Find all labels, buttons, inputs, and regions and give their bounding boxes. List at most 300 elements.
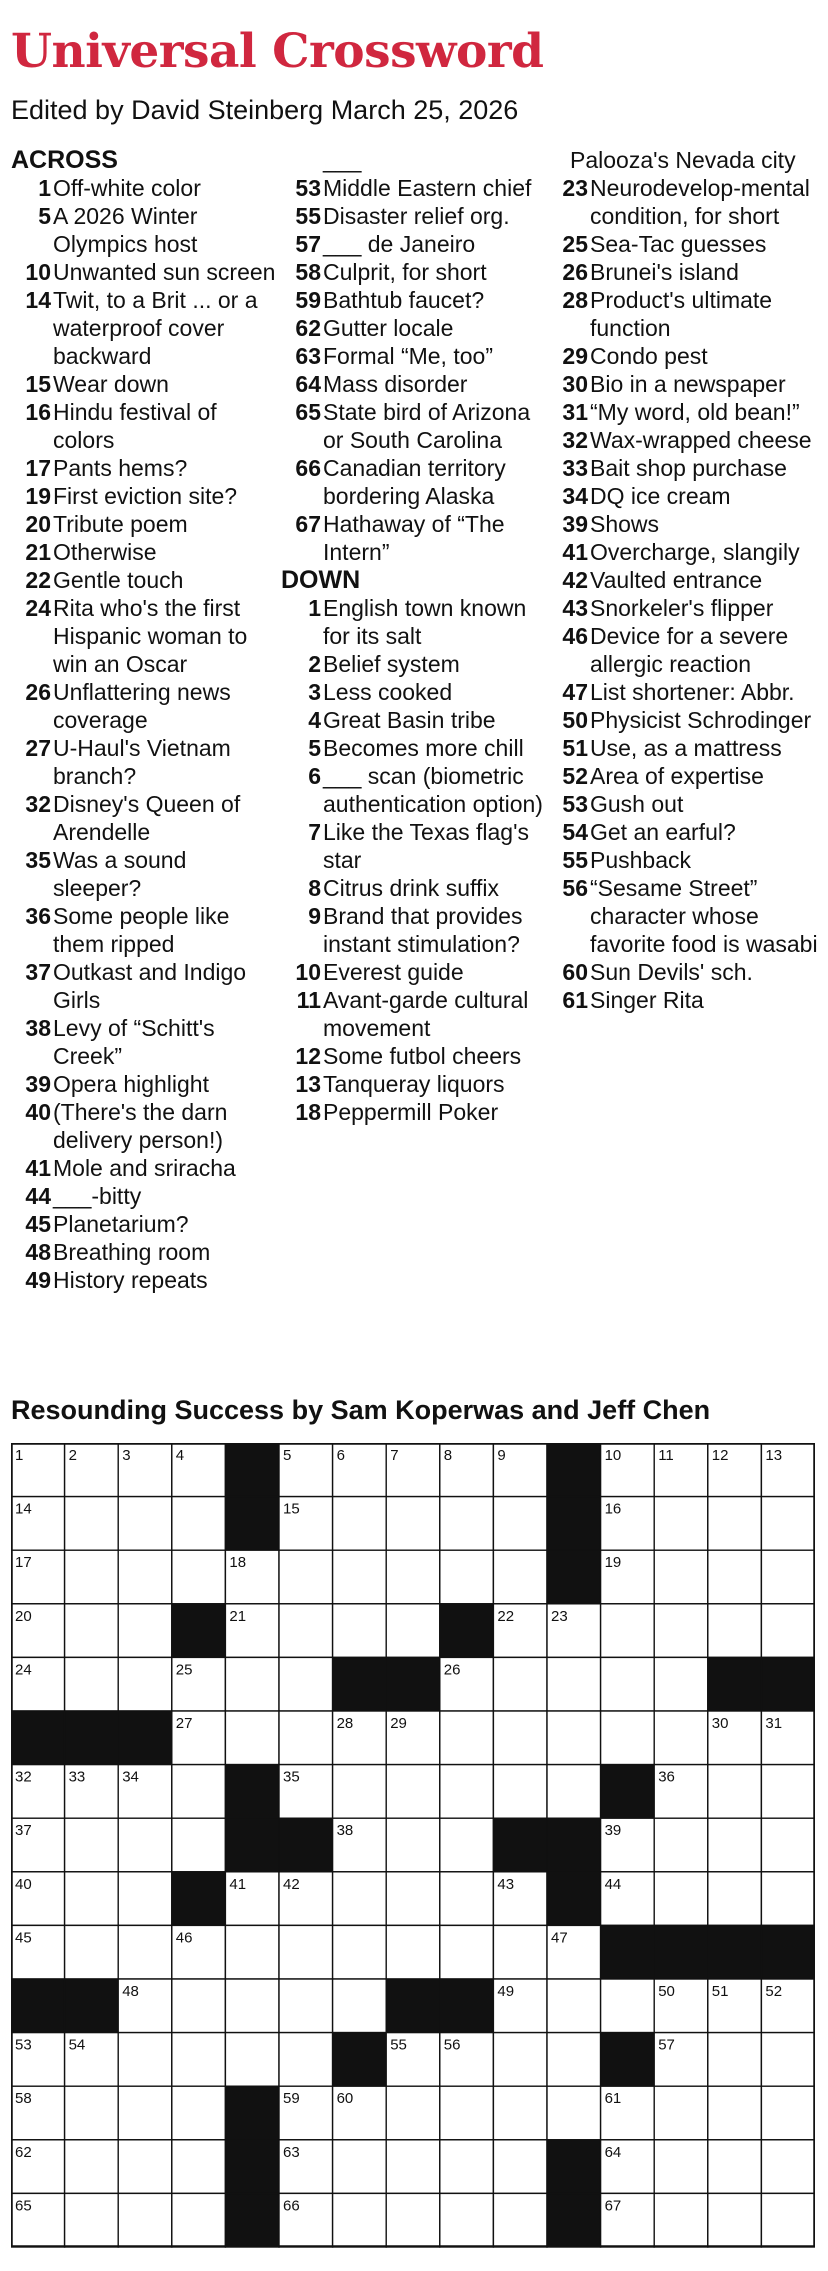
clue-number: 53 <box>295 175 321 201</box>
cell-number: 49 <box>497 1983 515 2000</box>
grid-cell[interactable] <box>172 2140 226 2194</box>
across-clue[interactable] <box>11 1238 279 1266</box>
grid-cell[interactable] <box>172 1818 226 1872</box>
grid-cell[interactable] <box>118 2086 172 2140</box>
grid-cell[interactable] <box>493 2033 547 2087</box>
grid-cell[interactable] <box>440 1765 494 1819</box>
grid-cell[interactable] <box>333 1497 387 1551</box>
grid-cell[interactable] <box>333 2140 387 2194</box>
down-clue[interactable] <box>281 706 549 734</box>
down-clue[interactable] <box>551 874 823 958</box>
grid-cell[interactable] <box>493 1497 547 1551</box>
grid-block <box>440 1979 494 2033</box>
down-clue[interactable] <box>281 818 549 874</box>
clue-text: Formal “Me, too” <box>323 343 493 369</box>
grid-cell[interactable] <box>333 1550 387 1604</box>
grid-cell[interactable] <box>440 2086 494 2140</box>
down-clue[interactable] <box>281 1042 549 1070</box>
down-clue[interactable] <box>551 790 823 818</box>
grid-cell[interactable] <box>547 1657 601 1711</box>
grid-cell[interactable] <box>493 2193 547 2247</box>
grid-cell[interactable] <box>386 1925 440 1979</box>
cell-number: 47 <box>551 1929 568 1947</box>
grid-cell[interactable] <box>440 1711 494 1765</box>
cell-number: 17 <box>15 1554 32 1572</box>
grid-cell[interactable] <box>118 2193 172 2247</box>
across-clue[interactable] <box>11 1210 279 1238</box>
grid-block <box>65 1711 119 1765</box>
cell-number: 14 <box>15 1500 32 1518</box>
clue-text: “Sesame Street” character whose favorite food is wasabi <box>590 875 818 957</box>
down-clue[interactable] <box>551 678 823 706</box>
cell-number: 48 <box>122 1983 139 2000</box>
grid-cell[interactable] <box>333 2193 387 2247</box>
grid-cell[interactable] <box>708 1765 762 1819</box>
grid-cell[interactable] <box>547 1711 601 1765</box>
grid-cell[interactable] <box>65 1872 119 1926</box>
grid-cell[interactable] <box>654 1604 708 1658</box>
across-clue[interactable] <box>11 286 279 370</box>
clue-number: 7 <box>308 819 321 845</box>
clue-text: Wear down <box>53 371 169 397</box>
grid-cell[interactable] <box>708 1550 762 1604</box>
across-clue[interactable] <box>281 202 549 230</box>
clue-number: 43 <box>562 595 588 621</box>
across-clue[interactable] <box>11 202 279 258</box>
grid-cell[interactable] <box>654 1497 708 1551</box>
grid-cell[interactable] <box>172 1550 226 1604</box>
down-clue[interactable] <box>281 986 549 1042</box>
clue-text: Physicist Schrodinger <box>590 707 812 733</box>
across-clue[interactable] <box>11 258 279 286</box>
grid-cell[interactable] <box>333 1765 387 1819</box>
grid-cell[interactable] <box>654 1818 708 1872</box>
grid-cell[interactable] <box>65 1550 119 1604</box>
cell-number: 10 <box>604 1447 622 1464</box>
down-clue[interactable] <box>281 650 549 678</box>
grid-cell[interactable] <box>654 2086 708 2140</box>
grid-cell[interactable] <box>65 1497 119 1551</box>
cell-number: 23 <box>551 1607 568 1625</box>
across-clue[interactable] <box>281 510 549 566</box>
clue-text: Opera highlight <box>53 1071 209 1097</box>
grid-cell[interactable] <box>547 1979 601 2033</box>
down-clue[interactable] <box>551 258 823 286</box>
across-clue[interactable] <box>11 1154 279 1182</box>
clue-text: Shows <box>590 511 660 537</box>
across-clue[interactable] <box>11 538 279 566</box>
clue-text: History repeats <box>53 1267 208 1293</box>
grid-cell[interactable] <box>65 1604 119 1658</box>
grid-cell[interactable] <box>440 1872 494 1926</box>
grid-cell[interactable] <box>493 1657 547 1711</box>
clue-number: 60 <box>562 959 588 985</box>
clue-number: 56 <box>562 875 588 901</box>
across-clue[interactable] <box>11 174 279 202</box>
clue-text: Great Basin tribe <box>323 707 496 733</box>
across-clue[interactable] <box>11 454 279 482</box>
across-clue[interactable] <box>11 902 279 958</box>
cell-number: 56 <box>443 2036 461 2054</box>
grid-cell[interactable] <box>386 2140 440 2194</box>
across-clue[interactable] <box>11 1266 279 1294</box>
grid-cell[interactable] <box>279 1925 333 1979</box>
grid-cell[interactable] <box>493 2086 547 2140</box>
grid-cell[interactable] <box>761 2033 815 2087</box>
grid-cell[interactable] <box>65 1818 119 1872</box>
grid-cell[interactable] <box>65 2086 119 2140</box>
across-clue[interactable] <box>11 398 279 454</box>
across-clue[interactable] <box>11 482 279 510</box>
across-clue[interactable] <box>11 678 279 734</box>
down-clue[interactable] <box>551 958 823 986</box>
grid-block <box>11 1979 65 2033</box>
down-clue[interactable] <box>551 706 823 734</box>
grid-block <box>333 2033 387 2087</box>
grid-block <box>225 2193 279 2247</box>
grid-cell[interactable] <box>761 1765 815 1819</box>
grid-cell[interactable] <box>761 1497 815 1551</box>
across-clue[interactable] <box>281 370 549 398</box>
grid-cell[interactable] <box>386 1765 440 1819</box>
down-clue[interactable] <box>551 818 823 846</box>
grid-cell[interactable] <box>118 1550 172 1604</box>
cell-number: 36 <box>658 1768 675 1786</box>
across-clue[interactable] <box>11 790 279 846</box>
clue-text: Use, as a mattress <box>590 735 782 761</box>
grid-cell[interactable] <box>279 2033 333 2087</box>
grid-cell[interactable] <box>440 2193 494 2247</box>
grid-cell[interactable] <box>440 1550 494 1604</box>
across-clue[interactable] <box>281 398 549 454</box>
grid-cell[interactable] <box>118 2033 172 2087</box>
clue-number: 37 <box>25 959 51 985</box>
cell-number: 24 <box>15 1661 32 1679</box>
grid-cell[interactable] <box>333 1979 387 2033</box>
clue-text: Hathaway of “The Intern” <box>323 511 505 565</box>
down-clue[interactable] <box>551 370 823 398</box>
across-clue[interactable] <box>11 566 279 594</box>
grid-cell[interactable] <box>654 1550 708 1604</box>
clue-text: A 2026 Winter Olympics host <box>53 203 198 257</box>
clue-column-3 <box>551 146 823 1014</box>
grid-cell[interactable] <box>708 2193 762 2247</box>
grid-cell[interactable] <box>440 2140 494 2194</box>
grid-cell[interactable] <box>118 1657 172 1711</box>
cell-number: 35 <box>283 1768 300 1786</box>
grid-block <box>761 1657 815 1711</box>
down-clue[interactable] <box>551 510 823 538</box>
grid-cell[interactable] <box>708 2086 762 2140</box>
grid-cell[interactable] <box>279 1657 333 1711</box>
clue-number: 39 <box>25 1071 51 1097</box>
grid-cell[interactable] <box>493 1925 547 1979</box>
clue-text: ___ de Janeiro <box>323 231 476 257</box>
grid-cell[interactable] <box>225 1979 279 2033</box>
clue-number: 36 <box>25 903 51 929</box>
grid-cell[interactable] <box>761 1604 815 1658</box>
grid-block <box>225 2140 279 2194</box>
cell-number: 44 <box>604 1875 622 1893</box>
clue-number: 33 <box>562 455 588 481</box>
grid-cell[interactable] <box>654 1657 708 1711</box>
grid-cell[interactable] <box>225 1657 279 1711</box>
grid-cell[interactable] <box>65 1657 119 1711</box>
clue-text: Bathtub faucet? <box>323 287 485 313</box>
cell-number: 53 <box>15 2036 32 2054</box>
grid-cell[interactable] <box>547 2086 601 2140</box>
down-clue[interactable] <box>281 762 549 818</box>
grid-cell[interactable] <box>761 2193 815 2247</box>
grid-block <box>708 1925 762 1979</box>
clue-number: 10 <box>295 959 321 985</box>
clue-text: Otherwise <box>53 539 157 565</box>
across-clue[interactable] <box>281 258 549 286</box>
down-clue[interactable] <box>281 678 549 706</box>
across-clue[interactable] <box>11 1182 279 1210</box>
clue-number: 53 <box>562 791 588 817</box>
grid-cell[interactable] <box>601 1657 655 1711</box>
grid-cell[interactable] <box>386 1818 440 1872</box>
clue-text: Product's ultimate function <box>590 287 773 341</box>
grid-cell[interactable] <box>279 1604 333 1658</box>
clue-number: 34 <box>562 483 588 509</box>
across-clue[interactable] <box>281 314 549 342</box>
clue-number: 50 <box>562 707 588 733</box>
cell-number: 8 <box>443 1447 453 1464</box>
grid-cell[interactable] <box>386 2086 440 2140</box>
across-clue[interactable] <box>11 1014 279 1070</box>
down-clue[interactable] <box>281 1070 549 1098</box>
cell-number: 66 <box>283 2197 300 2215</box>
grid-cell[interactable] <box>708 1872 762 1926</box>
grid-block <box>225 2086 279 2140</box>
grid-cell[interactable] <box>65 1925 119 1979</box>
grid-cell[interactable] <box>708 2033 762 2087</box>
grid-cell[interactable] <box>386 1497 440 1551</box>
grid-cell[interactable] <box>761 1550 815 1604</box>
down-clue[interactable] <box>281 874 549 902</box>
down-clue[interactable] <box>551 482 823 510</box>
grid-cell[interactable] <box>440 1497 494 1551</box>
down-clue[interactable] <box>281 902 549 958</box>
grid-cell[interactable] <box>333 1925 387 1979</box>
cell-number: 43 <box>497 1875 515 1893</box>
grid-cell[interactable] <box>386 1872 440 1926</box>
grid-cell[interactable] <box>440 1925 494 1979</box>
grid-cell[interactable] <box>708 1818 762 1872</box>
grid-cell[interactable] <box>172 1497 226 1551</box>
across-clue[interactable] <box>281 230 549 258</box>
cell-number: 51 <box>711 1983 729 2000</box>
cell-number: 59 <box>283 2090 300 2108</box>
down-clue[interactable] <box>551 762 823 790</box>
grid-block <box>440 1604 494 1658</box>
grid-cell[interactable] <box>601 1604 655 1658</box>
clue-number: 40 <box>25 1099 51 1125</box>
grid-cell[interactable] <box>601 1979 655 2033</box>
clue-number: 66 <box>295 455 321 481</box>
down-clue[interactable] <box>551 538 823 566</box>
across-clue[interactable] <box>281 454 549 510</box>
clue-number: 67 <box>295 511 321 537</box>
grid-cell[interactable] <box>279 1711 333 1765</box>
grid-cell[interactable] <box>172 2086 226 2140</box>
clue-number: 4 <box>308 707 321 733</box>
cell-number: 6 <box>336 1447 345 1464</box>
across-clue[interactable] <box>11 1070 279 1098</box>
grid-block <box>547 2140 601 2194</box>
down-clue[interactable] <box>551 426 823 454</box>
grid-cell[interactable] <box>493 1550 547 1604</box>
grid-cell[interactable] <box>493 1711 547 1765</box>
grid-cell[interactable] <box>333 1872 387 1926</box>
clue-text: Some people like them ripped <box>53 903 230 957</box>
grid-cell[interactable] <box>118 1872 172 1926</box>
down-clue[interactable] <box>551 342 823 370</box>
clue-number: 17 <box>25 455 51 481</box>
grid-block <box>118 1711 172 1765</box>
grid-cell[interactable] <box>386 2193 440 2247</box>
across-clue[interactable] <box>281 342 549 370</box>
grid-cell[interactable] <box>172 2193 226 2247</box>
down-clue[interactable] <box>551 734 823 762</box>
down-clue[interactable] <box>281 594 549 650</box>
clue-number: 27 <box>25 735 51 761</box>
cell-number: 42 <box>283 1875 300 1893</box>
grid-cell[interactable] <box>279 1979 333 2033</box>
grid-cell[interactable] <box>172 2033 226 2087</box>
clue-text: Planetarium? <box>53 1211 189 1237</box>
down-clue[interactable] <box>551 454 823 482</box>
down-clue[interactable] <box>551 174 823 230</box>
clue-text: Neurodevelop-mental condition, for short <box>590 175 810 229</box>
grid-cell[interactable] <box>708 2140 762 2194</box>
clue-text: Less cooked <box>323 679 453 705</box>
grid-cell[interactable] <box>708 1604 762 1658</box>
grid-cell[interactable] <box>708 1497 762 1551</box>
grid-cell[interactable] <box>118 2140 172 2194</box>
grid-cell[interactable] <box>654 1711 708 1765</box>
cell-number: 46 <box>175 1929 193 1947</box>
clue-text: Peppermill Poker <box>323 1099 499 1125</box>
grid-cell[interactable] <box>547 2033 601 2087</box>
grid-cell[interactable] <box>761 2086 815 2140</box>
across-clue[interactable] <box>11 510 279 538</box>
down-clue[interactable] <box>551 986 823 1014</box>
grid-cell[interactable] <box>118 1925 172 1979</box>
clue-number: 29 <box>562 343 588 369</box>
down-clue[interactable] <box>551 594 823 622</box>
grid-cell[interactable] <box>601 1711 655 1765</box>
clue-number: 47 <box>562 679 588 705</box>
grid-block <box>654 1925 708 1979</box>
grid-cell[interactable] <box>654 1872 708 1926</box>
cell-number: 19 <box>604 1554 622 1572</box>
down-clue[interactable] <box>551 398 823 426</box>
clue-number: 19 <box>25 483 51 509</box>
across-clue[interactable] <box>11 958 279 1014</box>
down-clue[interactable] <box>551 622 823 678</box>
grid-block <box>547 1443 601 1497</box>
cell-number: 9 <box>497 1447 506 1464</box>
down-clue[interactable] <box>281 958 549 986</box>
cell-number: 7 <box>390 1447 399 1464</box>
grid-cell[interactable] <box>547 1765 601 1819</box>
grid-cell[interactable] <box>440 1818 494 1872</box>
grid-cell[interactable] <box>761 2140 815 2194</box>
clue-text: Becomes more chill <box>323 735 524 761</box>
grid-cell[interactable] <box>118 1818 172 1872</box>
across-clue[interactable] <box>11 734 279 790</box>
grid-cell[interactable] <box>654 2140 708 2194</box>
grid-cell[interactable] <box>279 1550 333 1604</box>
grid-cell[interactable] <box>493 2140 547 2194</box>
down-clue[interactable] <box>281 1098 549 1126</box>
clue-text: List shortener: Abbr. <box>590 679 795 705</box>
down-clue[interactable] <box>551 846 823 874</box>
grid-cell[interactable] <box>386 1604 440 1658</box>
cell-number: 27 <box>175 1715 193 1732</box>
across-clue[interactable] <box>11 1098 279 1154</box>
grid-cell[interactable] <box>761 1818 815 1872</box>
grid-cell[interactable] <box>225 1711 279 1765</box>
cell-number: 11 <box>658 1447 674 1464</box>
across-clue[interactable] <box>281 174 549 202</box>
grid-cell[interactable] <box>225 2033 279 2087</box>
clue-text: Brand that provides instant stimulation? <box>323 903 523 957</box>
grid-cell[interactable] <box>172 1979 226 2033</box>
grid-block <box>708 1657 762 1711</box>
grid-cell[interactable] <box>65 2140 119 2194</box>
down-clue[interactable] <box>281 734 549 762</box>
across-clue[interactable] <box>11 846 279 902</box>
cell-number: 3 <box>122 1447 131 1464</box>
down-clue[interactable] <box>551 566 823 594</box>
grid-cell[interactable] <box>493 1765 547 1819</box>
grid-cell[interactable] <box>654 2193 708 2247</box>
cell-number: 26 <box>443 1661 461 1679</box>
grid-cell[interactable] <box>386 1550 440 1604</box>
clue-number: 24 <box>25 595 51 621</box>
grid-cell[interactable] <box>225 1925 279 1979</box>
grid-cell[interactable] <box>118 1497 172 1551</box>
grid-cell[interactable] <box>172 1765 226 1819</box>
clue-text: English town known for its salt <box>323 595 527 649</box>
grid-cell[interactable] <box>761 1872 815 1926</box>
grid-cell[interactable] <box>65 2193 119 2247</box>
clue-number: 26 <box>562 259 588 285</box>
across-clue[interactable] <box>281 286 549 314</box>
clue-text: ___ scan (biometric authentication option) <box>323 763 543 817</box>
clue-text: Tribute poem <box>53 511 188 537</box>
cell-number: 4 <box>175 1447 185 1464</box>
clue-number: 32 <box>562 427 588 453</box>
cell-number: 55 <box>390 2036 407 2054</box>
grid-cell[interactable] <box>118 1604 172 1658</box>
across-clue[interactable] <box>11 594 279 678</box>
editor-byline: Edited by David Steinberg March 25, 2026 <box>11 95 519 125</box>
clue-text: Device for a severe allergic reaction <box>590 623 789 677</box>
down-clue[interactable] <box>551 286 823 342</box>
clue-text: Area of expertise <box>590 763 764 789</box>
cell-number: 40 <box>15 1875 32 1893</box>
clue-number: 25 <box>562 231 588 257</box>
grid-cell[interactable] <box>333 1604 387 1658</box>
clue-number: 42 <box>562 567 588 593</box>
across-clue[interactable] <box>11 370 279 398</box>
down-clue[interactable] <box>551 230 823 258</box>
